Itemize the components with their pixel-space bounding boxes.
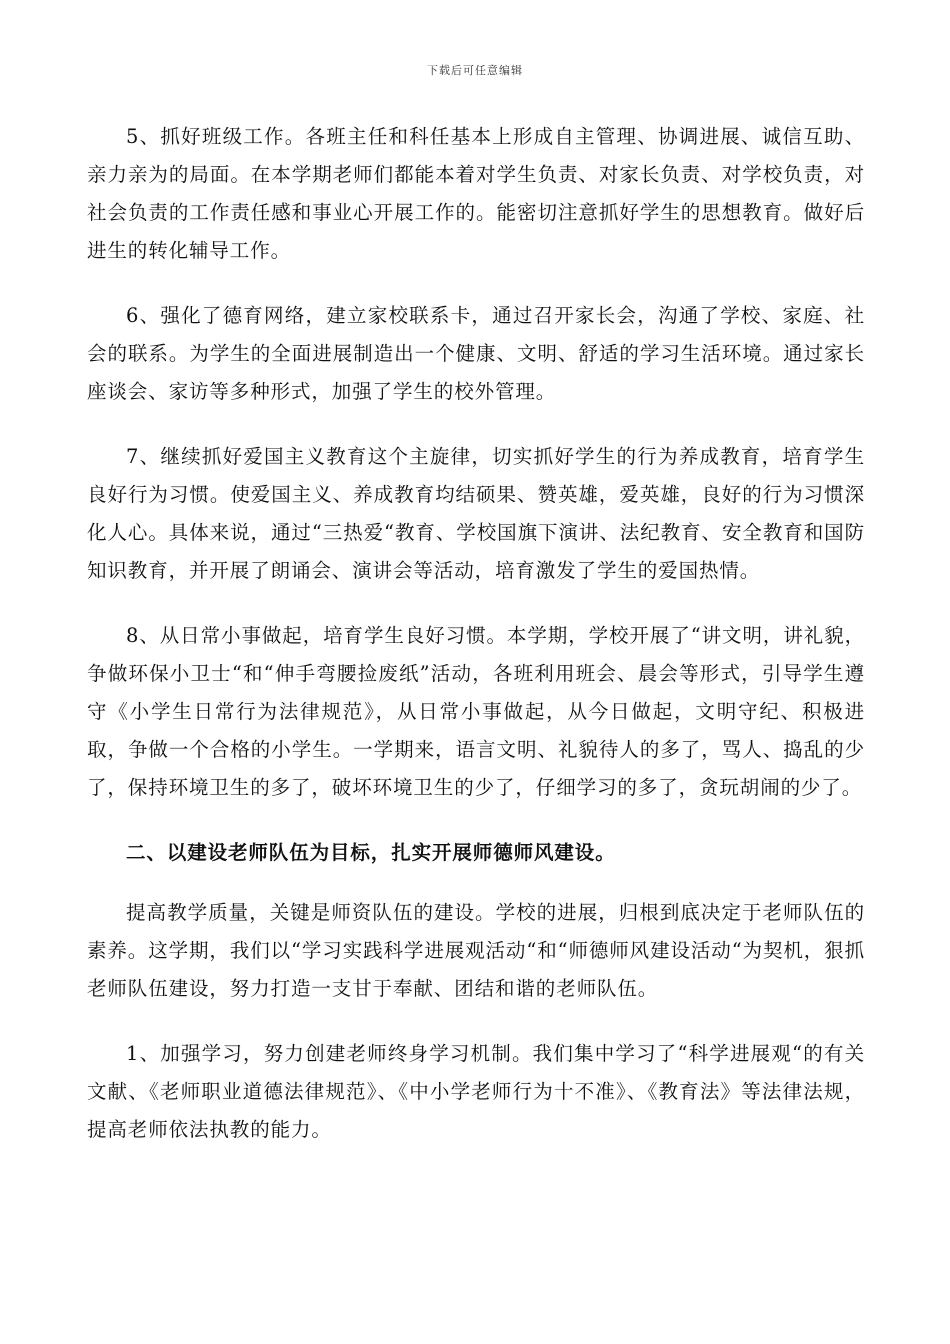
page-header: 下载后可任意编辑: [427, 64, 523, 77]
paragraph-class-work: 5、抓好班级工作。各班主任和科任基本上形成自主管理、协调进展、诚信互助、亲力亲为的局面。在本学期老师们都能本着对学生负责、对家长负责、对学校负责，对社会负责的工作责任感和事业心开展工作的。能密切注意抓好学生的思想教育。做好后进生的转化辅导工作。: [87, 125, 865, 262]
paragraph-patriotic-education: 7、继续抓好爱国主义教育这个主旋律，切实抓好学生的行为养成教育，培育学生良好行为习惯。使爱国主义、养成教育均结硕果、赞英雄，爱英雄，良好的行为习惯深化人心。具体来说，通过“三热爱“教育、学校国旗下演讲、法纪教育、安全教育和国防知识教育，并开展了朗诵会、演讲会等活动，培育激发了学生的爱国热情。: [87, 445, 865, 582]
document-body: [87, 118, 865, 1176]
paragraph-daily-habits: 8、从日常小事做起，培育学生良好习惯。本学期，学校开展了“讲文明，讲礼貌，争做环保小卫士“和“伸手弯腰捡废纸”活动，各班利用班会、晨会等形式，引导学生遵守《小学生日常行为法律规范》，从日常小事做起，从今日做起，文明守纪、积极进取，争做一个合格的小学生。一学期来，语言文明、礼貌待人的多了，骂人、捣乱的少了，保持环境卫生的多了，破坏环境卫生的少了，仔细学习的多了，贪玩胡闹的少了。: [87, 624, 865, 799]
paragraph-moral-network: 6、强化了德育网络，建立家校联系卡，通过召开家长会，沟通了学校、家庭、社会的联系。为学生的全面进展制造出一个健康、文明、舒适的学习生活环境。通过家长座谈会、家访等多种形式，加强了学生的校外管理。: [87, 304, 865, 403]
paragraph-lifelong-learning: 1、加强学习，努力创建老师终身学习机制。我们集中学习了“科学进展观“的有关文献、《老师职业道德法律规范》、《中小学老师行为十不准》、《教育法》等法律法规，提高老师依法执教的能力。: [87, 1042, 865, 1141]
paragraph-teaching-quality: 提高教学质量，关键是师资队伍的建设。学校的进展，归根到底决定于老师队伍的素养。这学期，我们以“学习实践科学进展观活动“和“师德师风建设活动“为契机，狠抓老师队伍建设，努力打造一支甘于奉献、团结和谐的老师队伍。: [87, 901, 865, 1000]
section-heading-teacher-team: 二、以建设老师队伍为目标，扎实开展师德师风建设。: [126, 841, 616, 864]
